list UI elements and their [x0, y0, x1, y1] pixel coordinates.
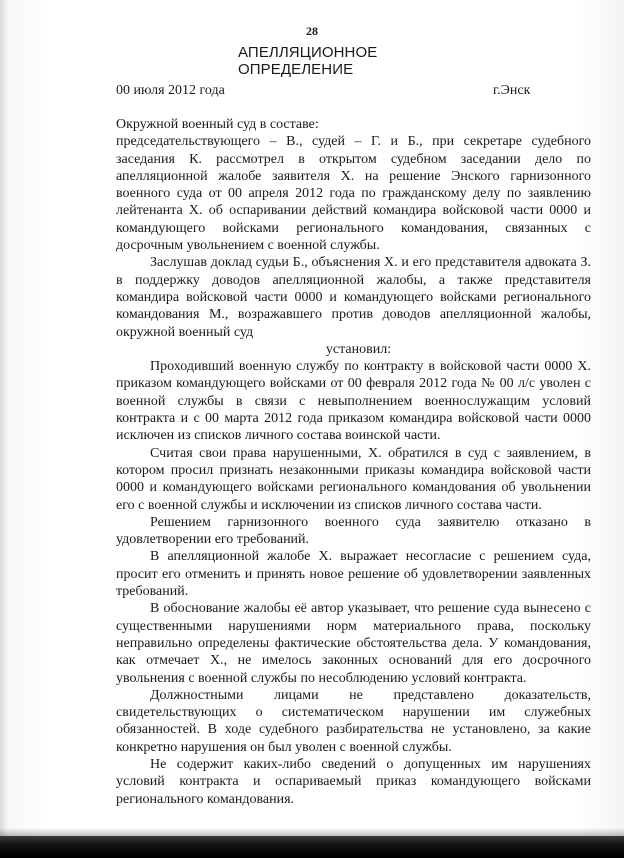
paragraph-composition: председательствующего – В., судей – Г. и Б., при секретаре судебного заседания К. рассмотрел в открытом судебном заседании дело по апелляционной жалобе заявителя Х. на решение Энского гарнизонного военного суда от 00 апреля 2012 года по гражданскому делу по заявлению лейтенанта Х. об оспаривании действий командира войсковой части 0000 и командующего войсками регионального командования, связанных с досрочным увольнением с военной службы.	[116, 134, 591, 254]
paragraph-hearing: Заслушав доклад судьи Б., объяснения Х. и его представителя адвоката З. в поддержку доводов апелляционной жалобы, а также представителя командира войсковой части 0000 и командующего войсками регионального командования М., возражавшего против доводов апелляционной жалобы, окружной военный суд	[116, 255, 591, 340]
paragraph-claim: Считая свои права нарушенными, Х. обратился в суд с заявлением, в котором просил признать незаконными приказы командира войсковой части 0000 и командующего войсками регионального командования об увольнении его с военной службы и исключении из списков личного состава части.	[116, 445, 591, 513]
document-city: г.Энск	[493, 83, 531, 98]
document-body	[116, 116, 591, 808]
scan-bottom-edge	[0, 836, 624, 858]
page-number: 28	[306, 24, 318, 38]
paragraph-evidence: Должностными лицами не представлено доказательств, свидетельствующих о систематическом нарушении им служебных обязанностей. В ходе судебного разбирательства не установлено, за какие конкретно нарушения он был уволен с военной службы.	[116, 687, 591, 755]
date-line	[116, 83, 536, 99]
document-title: АПЕЛЛЯЦИОННОЕ ОПРЕДЕЛЕНИЕ	[238, 44, 378, 78]
paragraph-order: Не содержит каких-либо сведений о допущенных им нарушениях условий контракта и оспариваемый приказ командующего войсками регионального командования.	[116, 756, 591, 807]
paragraph-dismissal: Проходивший военную службу по контракту в войсковой части 0000 Х. приказом командующего войсками от 00 февраля 2012 года № 00 л/с уволен с военной службы в связи с невыполнением военнослужащим условий контракта и с 00 марта 2012 года приказом командира войсковой части 0000 исключен из списков личного состава воинской части.	[116, 359, 591, 444]
document-date: 00 июля 2012 года	[116, 83, 225, 98]
court-intro: Окружной военный суд в составе:	[116, 117, 319, 132]
paragraph-appeal: В апелляционной жалобе Х. выражает несогласие с решением суда, просит его отменить и принять новое решение об удовлетворении заявленных требований.	[116, 549, 591, 600]
paragraph-established: установил:	[325, 341, 392, 357]
paragraph-decision: Решением гарнизонного военного суда заявителю отказано в удовлетворении его требований.	[116, 514, 591, 548]
paragraph-grounds: В обоснование жалобы её автор указывает, что решение суда вынесено с существенными нарушениями норм материального права, поскольку неправильно определены фактические обстоятельства дела. У командования, как отмечает Х., не имелось законных оснований для его досрочного увольнения с военной службы по несоблюдению условий контракта.	[116, 601, 591, 686]
page-edge-shadow	[0, 0, 8, 858]
scan-bottom-fade	[0, 828, 624, 836]
